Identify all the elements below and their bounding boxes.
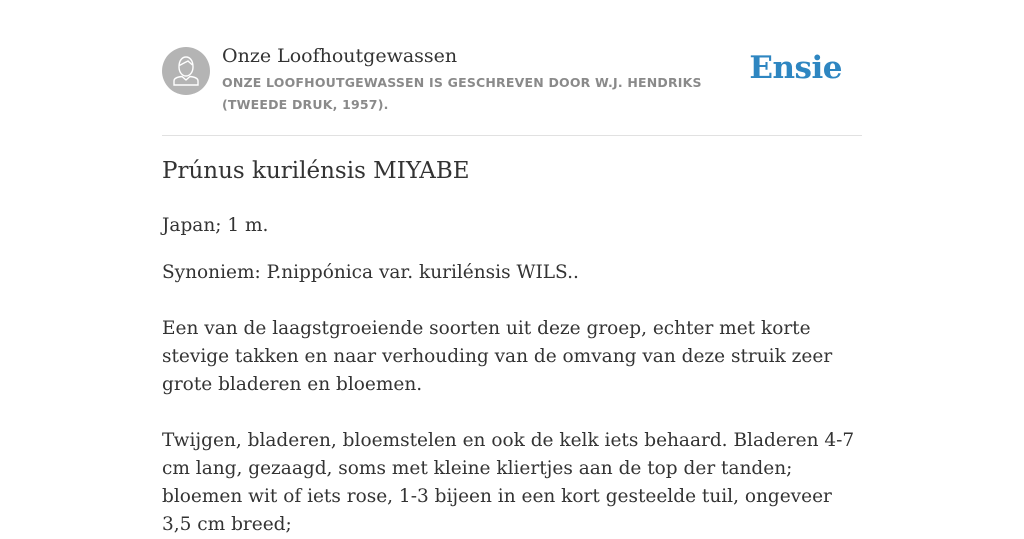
- entry-paragraph-synonym: Synoniem: P.nippónica var. kurilénsis WILS..: [162, 262, 579, 283]
- user-silhouette-icon: [162, 47, 210, 95]
- source-avatar[interactable]: [162, 47, 210, 95]
- source-title[interactable]: Onze Loofhoutgewassen: [222, 45, 458, 67]
- entry-title: Prúnus kurilénsis MIYABE: [162, 158, 470, 184]
- page-container: [162, 0, 862, 535]
- brand-logo-link[interactable]: Ensie: [749, 50, 842, 86]
- source-description: ONZE LOOFHOUTGEWASSEN IS GESCHREVEN DOOR W.J. HENDRIKS (TWEEDE DRUK, 1957).: [222, 75, 702, 112]
- entry-body: [162, 212, 862, 539]
- source-header: [162, 0, 862, 136]
- entry-paragraph-description: Een van de laagstgroeiende soorten uit deze groep, echter met korte stevige takken en naar verhouding van de omvang van deze struik zeer grote bladeren en bloemen.: [162, 318, 833, 395]
- entry-paragraph-details: Twijgen, bladeren, bloemstelen en ook de kelk iets behaard. Bladeren 4-7 cm lang, gezaagd, soms met kleine kliertjes aan de top der tanden; bloemen wit of iets rose, 1-3 bijeen in een kort gesteelde tuil, ongeveer 3,5 cm breed;: [162, 430, 855, 535]
- entry-paragraph-origin: Japan; 1 m.: [162, 215, 269, 236]
